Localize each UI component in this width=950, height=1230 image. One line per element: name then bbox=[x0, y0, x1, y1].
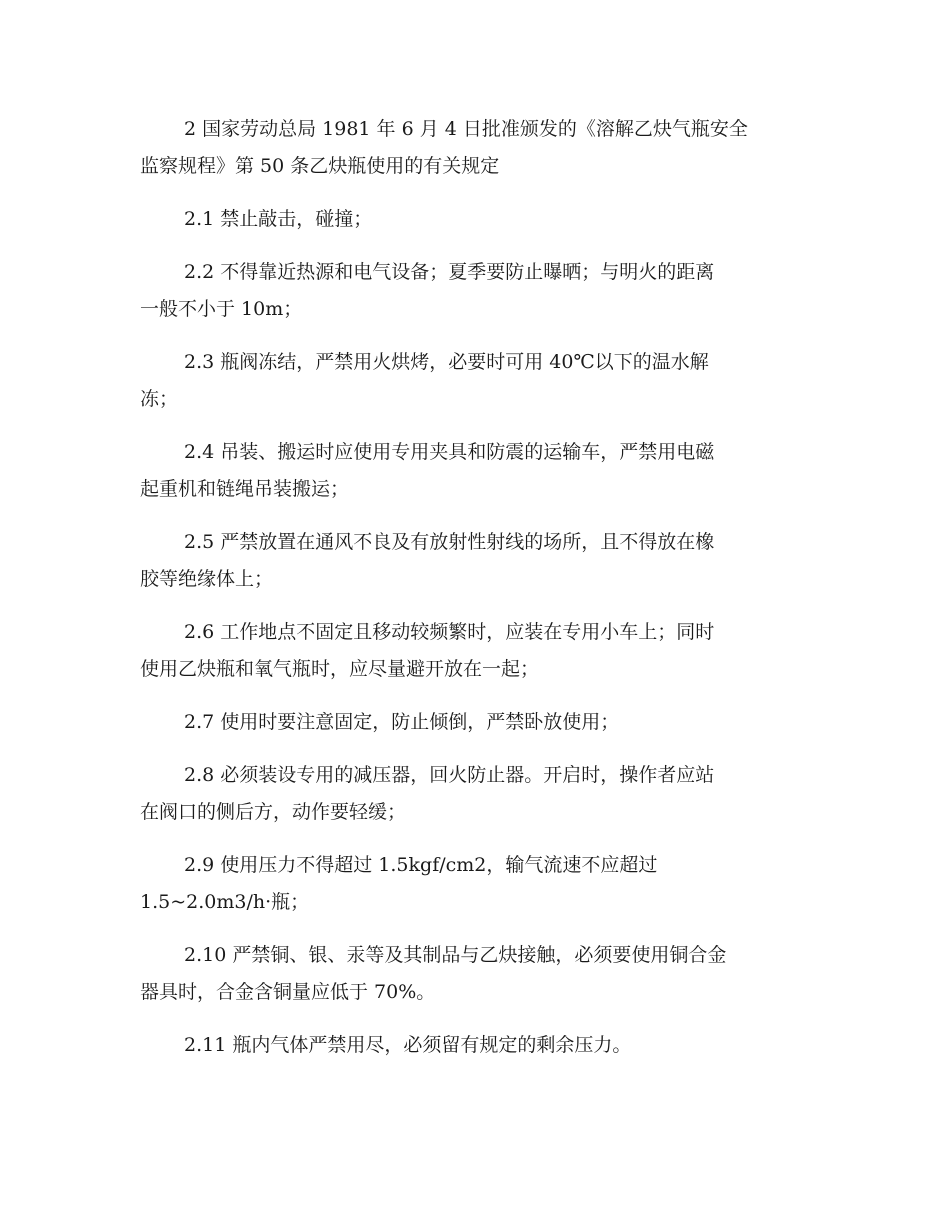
paragraph-line: 2.4 吊装、搬运时应使用专用夹具和防震的运输车，严禁用电磁 bbox=[184, 441, 715, 463]
paragraph-2-7 bbox=[140, 704, 812, 741]
paragraph-line: 2.9 使用压力不得超过 1.5kgf/cm2，输气流速不应超过 bbox=[184, 854, 658, 876]
paragraph-line: 冻； bbox=[140, 388, 179, 410]
paragraph-2-10 bbox=[140, 937, 812, 1011]
paragraph-line: 起重机和链绳吊装搬运； bbox=[140, 478, 350, 500]
paragraph-line: 1.5~2.0m3/h·瓶； bbox=[140, 891, 310, 913]
paragraph-line: 器具时，合金含铜量应低于 70%。 bbox=[140, 981, 436, 1003]
paragraph-line: 2.7 使用时要注意固定，防止倾倒，严禁卧放使用； bbox=[184, 711, 620, 733]
paragraph-line: 2.6 工作地点不固定且移动较频繁时，应装在专用小车上；同时 bbox=[184, 621, 715, 643]
paragraph-line: 一般不小于 10m； bbox=[140, 298, 303, 320]
paragraph-line: 2.8 必须装设专用的减压器，回火防止器。开启时，操作者应站 bbox=[184, 764, 715, 786]
paragraph-line: 使用乙炔瓶和氧气瓶时，应尽量避开放在一起； bbox=[140, 658, 540, 680]
paragraph-line: 2.2 不得靠近热源和电气设备；夏季要防止曝晒；与明火的距离 bbox=[184, 261, 715, 283]
document-body bbox=[140, 111, 812, 1080]
paragraph-line: 2.10 严禁铜、银、汞等及其制品与乙炔接触，必须要使用铜合金 bbox=[184, 944, 727, 966]
paragraph-line: 2.11 瓶内气体严禁用尽，必须留有规定的剩余压力。 bbox=[184, 1034, 632, 1056]
paragraph-line: 胶等绝缘体上； bbox=[140, 568, 274, 590]
paragraph-line: 2.1 禁止敲击，碰撞； bbox=[184, 208, 373, 230]
paragraph-2-3 bbox=[140, 344, 812, 418]
paragraph-line: 2 国家劳动总局 1981 年 6 月 4 日批准颁发的《溶解乙炔气瓶安全 bbox=[184, 118, 748, 140]
paragraph-2-8 bbox=[140, 757, 812, 831]
paragraph-2-9 bbox=[140, 847, 812, 921]
paragraph-line: 监察规程》第 50 条乙炔瓶使用的有关规定 bbox=[140, 155, 500, 177]
paragraph-line: 在阀口的侧后方，动作要轻缓； bbox=[140, 801, 407, 823]
paragraph-2-5 bbox=[140, 524, 812, 598]
paragraph-line: 2.5 严禁放置在通风不良及有放射性射线的场所，且不得放在橡 bbox=[184, 531, 715, 553]
paragraph-2-6 bbox=[140, 614, 812, 688]
paragraph-2-2 bbox=[140, 254, 812, 328]
paragraph-line: 2.3 瓶阀冻结，严禁用火烘烤，必要时可用 40℃以下的温水解 bbox=[184, 351, 709, 373]
paragraph-2-4 bbox=[140, 434, 812, 508]
paragraph-intro bbox=[140, 111, 812, 185]
paragraph-2-1 bbox=[140, 201, 812, 238]
paragraph-2-11 bbox=[140, 1027, 812, 1064]
